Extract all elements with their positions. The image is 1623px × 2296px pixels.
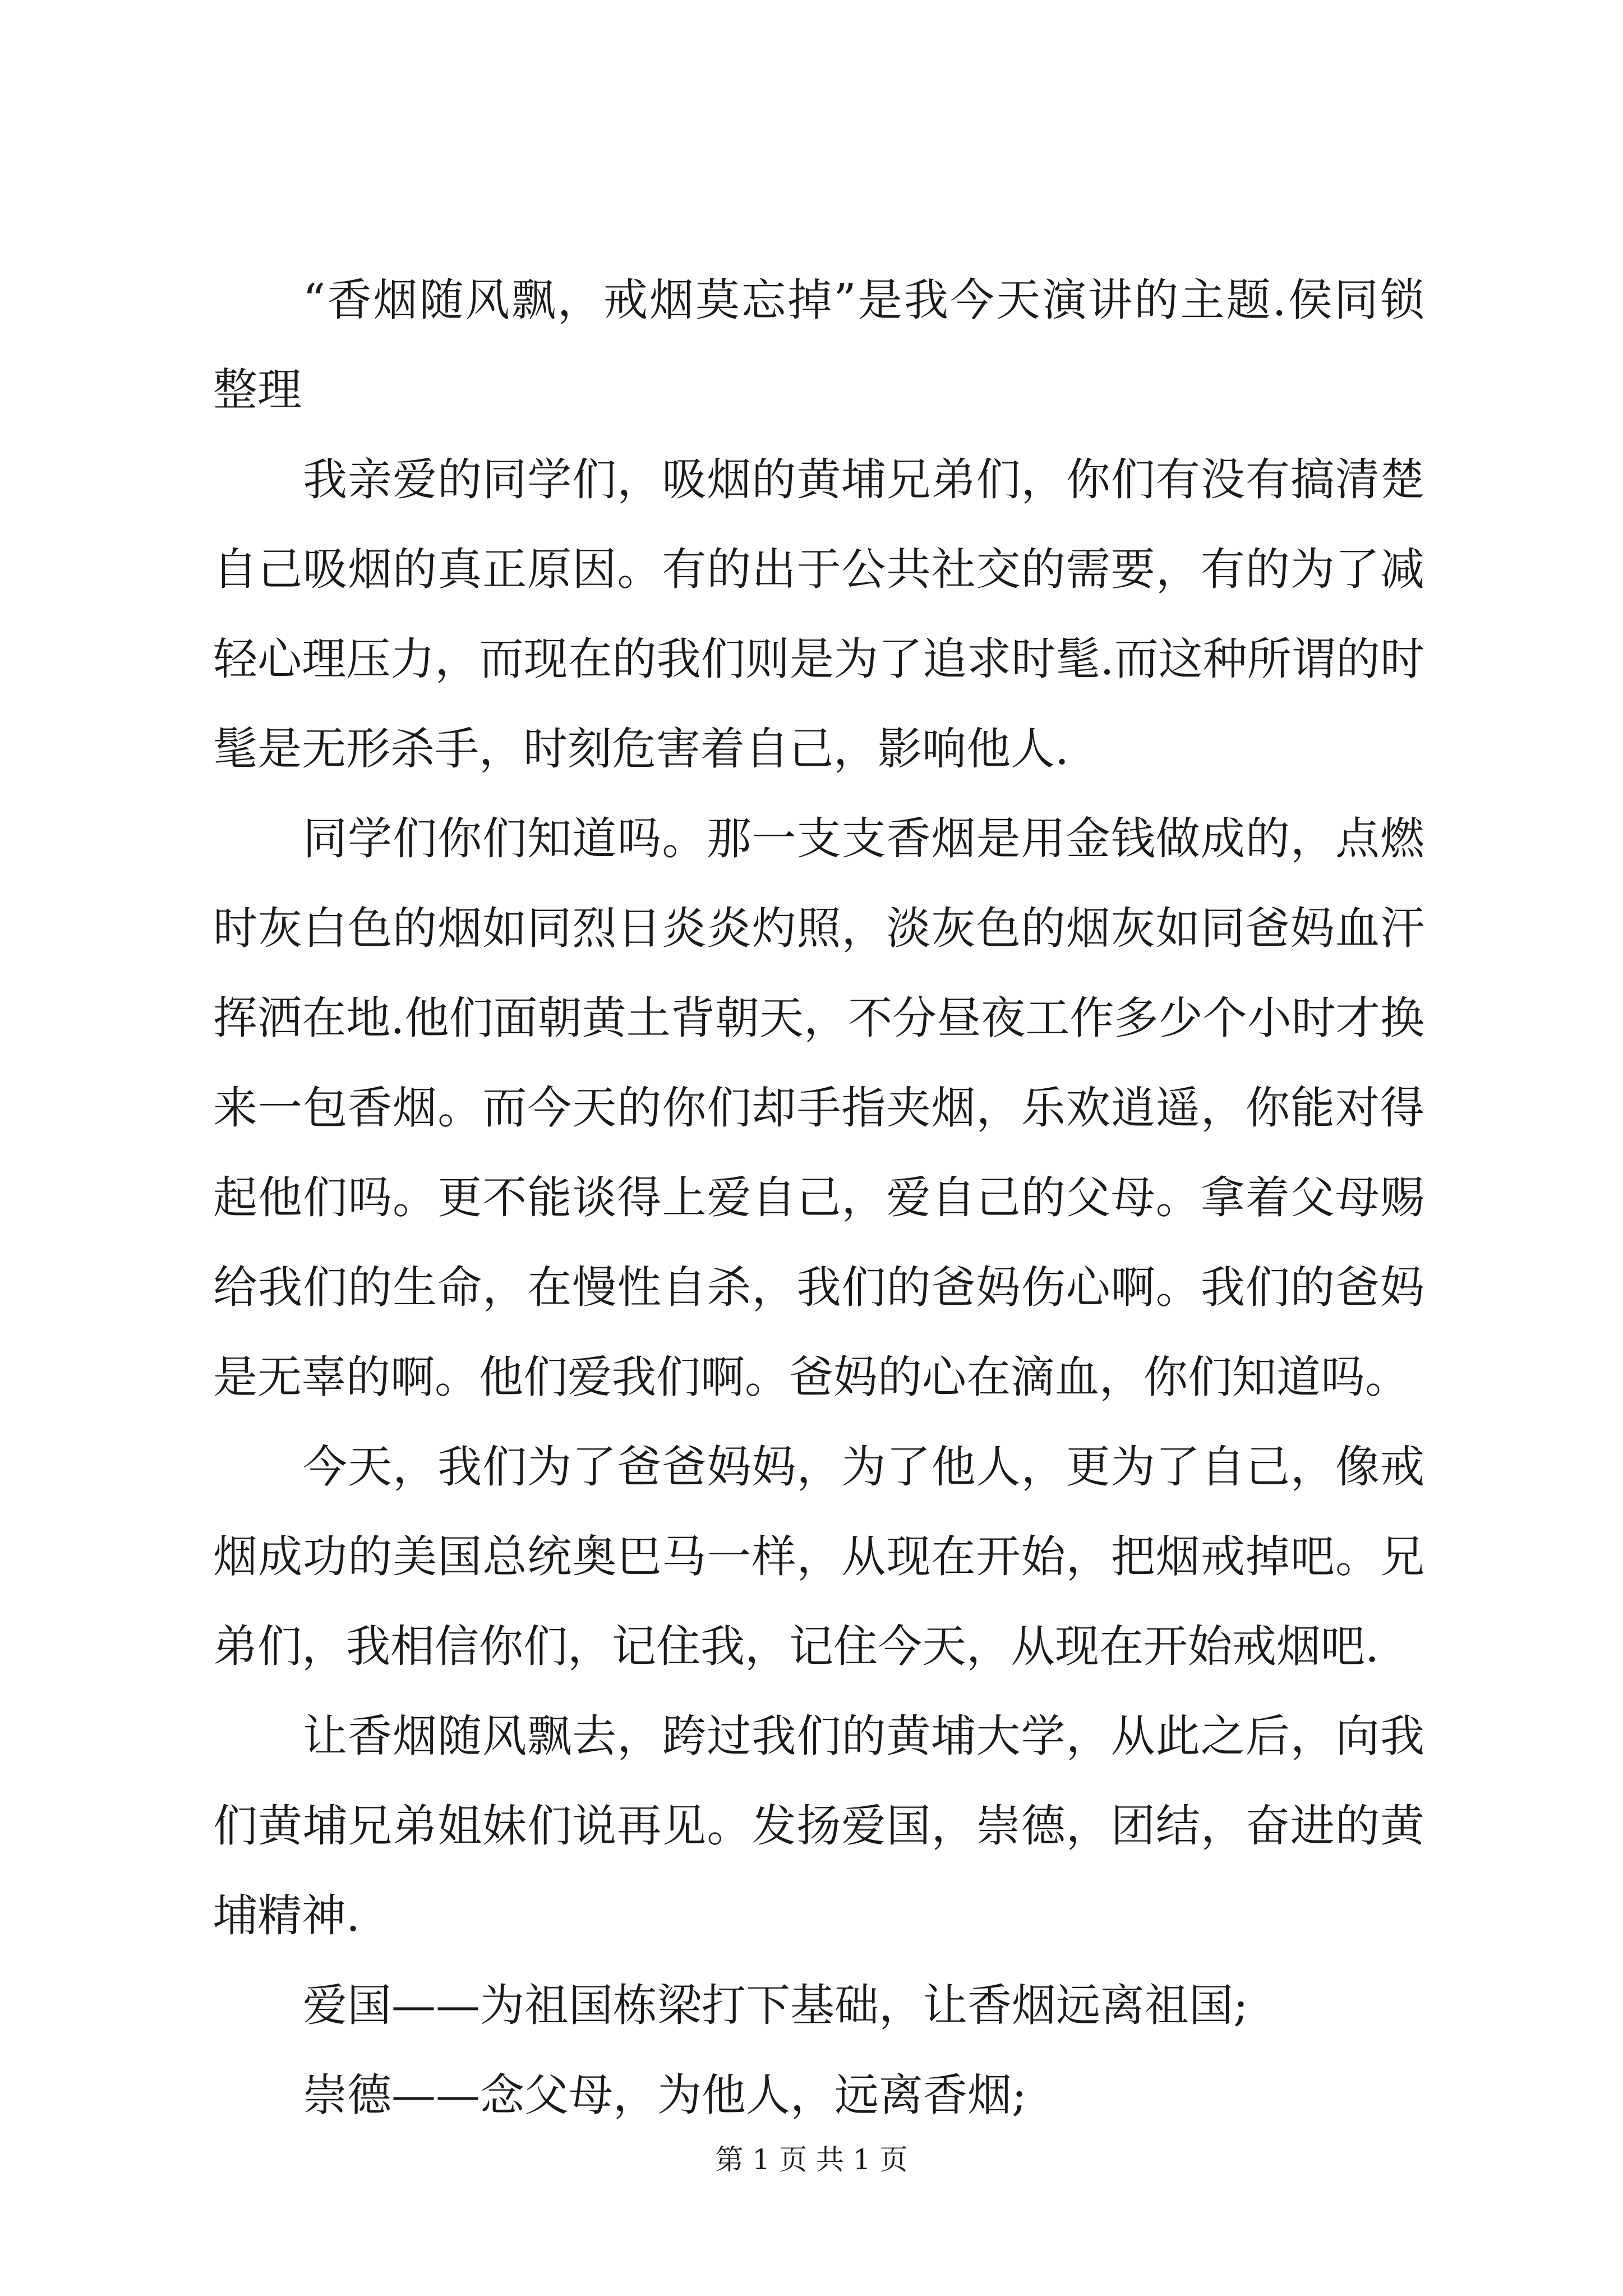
paragraph-1: 我亲爱的同学们，吸烟的黄埔兄弟们，你们有没有搞清楚自己吸烟的真正原因。有的出于公共社交的需要，有的为了减轻心理压力，而现在的我们则是为了追求时髦.而这种所谓的时髦是无形杀手，时刻危害着自己，影响他人.: [213, 454, 1424, 775]
paragraph-virtue: 崇德——念父母，为他人，远离香烟;: [303, 2069, 1027, 2121]
paragraph-patriotism: 爱国——为祖国栋梁打下基础，让香烟远离祖国;: [303, 1980, 1248, 2031]
paragraph-title: “香烟随风飘，戒烟莫忘掉”是我今天演讲的主题.侯同锁整理: [213, 274, 1424, 416]
document-body: [213, 255, 1424, 2140]
paragraph-3: 今天，我们为了爸爸妈妈，为了他人，更为了自己，像戒烟成功的美国总统奥巴马一样，从现在开始，把烟戒掉吧。兄弟们，我相信你们，记住我，记住今天，从现在开始戒烟吧.: [213, 1441, 1424, 1672]
page-footer: 第 1 页 共 1 页: [715, 2143, 908, 2176]
paragraph-2: 同学们你们知道吗。那一支支香烟是用金钱做成的，点燃时灰白色的烟如同烈日炎炎灼照，淡灰色的烟灰如同爸妈血汗挥洒在地.他们面朝黄土背朝天，不分昼夜工作多少个小时才换来一包香烟。而今天的你们却手指夹烟，乐欢逍遥，你能对得起他们吗。更不能谈得上爱自己，爱自己的父母。拿着父母赐给我们的生命，在慢性自杀，我们的爸妈伤心啊。我们的爸妈是无辜的啊。他们爱我们啊。爸妈的心在滴血，你们知道吗。: [213, 813, 1424, 1403]
paragraph-4: 让香烟随风飘去，跨过我们的黄埔大学，从此之后，向我们黄埔兄弟姐妹们说再见。发扬爱国，崇德，团结，奋进的黄埔精神.: [213, 1710, 1424, 1941]
